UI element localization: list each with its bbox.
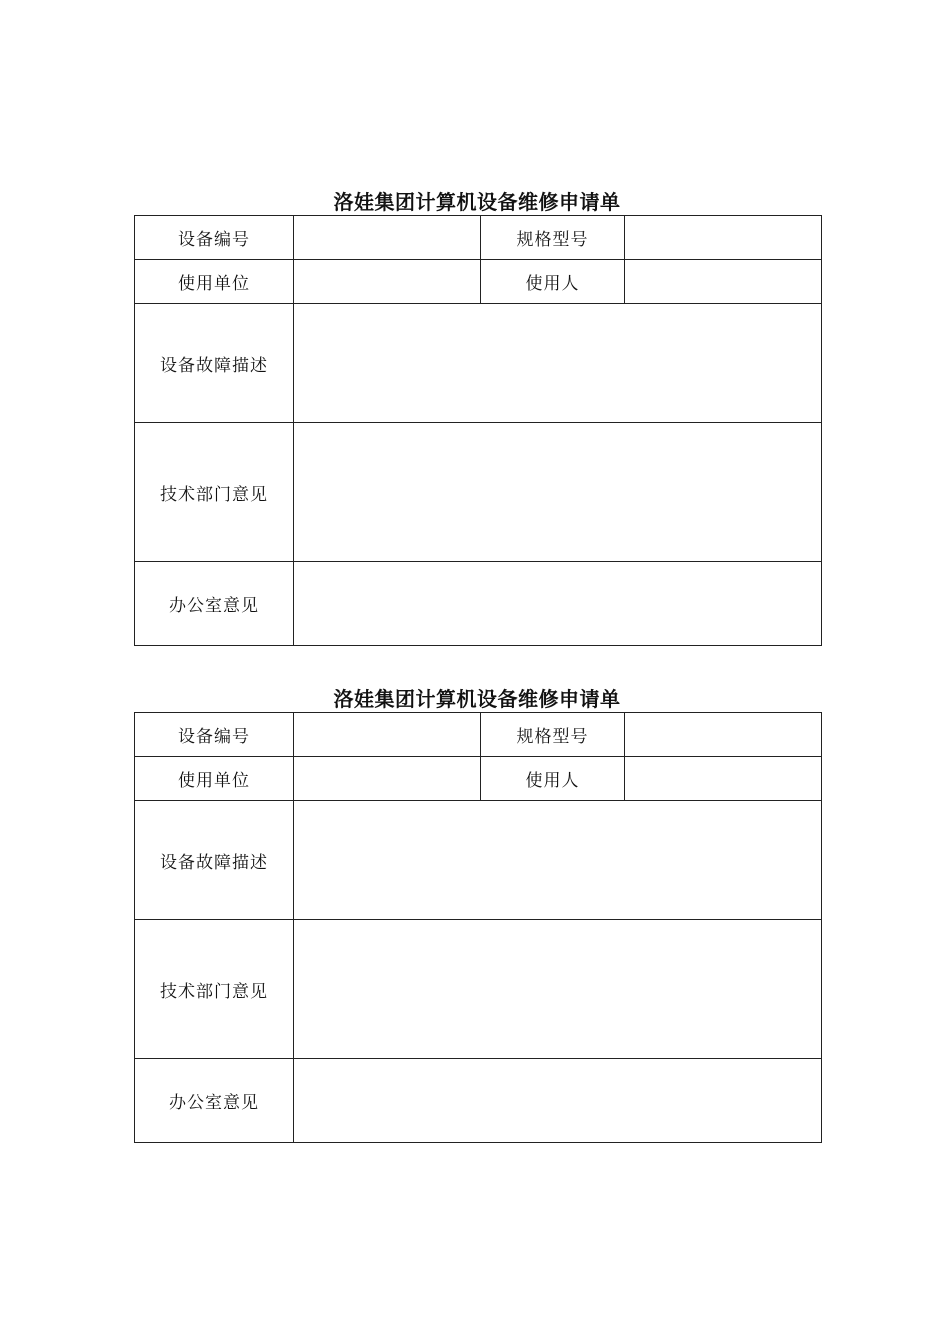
row-device-no <box>135 216 822 260</box>
repair-table <box>134 215 822 646</box>
device-no-field[interactable] <box>294 216 481 260</box>
tech-opinion-field[interactable] <box>294 423 822 562</box>
user-field[interactable] <box>625 260 822 304</box>
user-unit-field[interactable] <box>294 757 481 801</box>
device-no-field[interactable] <box>294 713 481 757</box>
row-office-opinion <box>135 1059 822 1143</box>
label-user-unit: 使用单位 <box>135 757 294 801</box>
office-opinion-field[interactable] <box>294 1059 822 1143</box>
fault-desc-field[interactable] <box>294 304 822 423</box>
user-field[interactable] <box>625 757 822 801</box>
label-office-opinion: 办公室意见 <box>135 562 294 646</box>
label-device-no: 设备编号 <box>135 216 294 260</box>
label-fault-desc: 设备故障描述 <box>135 801 294 920</box>
label-tech-opinion: 技术部门意见 <box>135 423 294 562</box>
form-title: 洛娃集团计算机设备维修申请单 <box>333 687 621 711</box>
label-office-opinion: 办公室意见 <box>135 1059 294 1143</box>
row-tech-opinion <box>135 920 822 1059</box>
label-fault-desc: 设备故障描述 <box>135 304 294 423</box>
office-opinion-field[interactable] <box>294 562 822 646</box>
label-tech-opinion: 技术部门意见 <box>135 920 294 1059</box>
label-user: 使用人 <box>481 757 625 801</box>
row-fault-desc <box>135 801 822 920</box>
label-spec-model: 规格型号 <box>481 216 625 260</box>
label-user: 使用人 <box>481 260 625 304</box>
repair-table <box>134 712 822 1143</box>
label-spec-model: 规格型号 <box>481 713 625 757</box>
tech-opinion-field[interactable] <box>294 920 822 1059</box>
spec-model-field[interactable] <box>625 713 822 757</box>
form-title: 洛娃集团计算机设备维修申请单 <box>333 190 621 214</box>
row-user-unit <box>135 260 822 304</box>
row-device-no <box>135 713 822 757</box>
fault-desc-field[interactable] <box>294 801 822 920</box>
label-user-unit: 使用单位 <box>135 260 294 304</box>
user-unit-field[interactable] <box>294 260 481 304</box>
spec-model-field[interactable] <box>625 216 822 260</box>
row-office-opinion <box>135 562 822 646</box>
row-tech-opinion <box>135 423 822 562</box>
row-user-unit <box>135 757 822 801</box>
label-device-no: 设备编号 <box>135 713 294 757</box>
row-fault-desc <box>135 304 822 423</box>
